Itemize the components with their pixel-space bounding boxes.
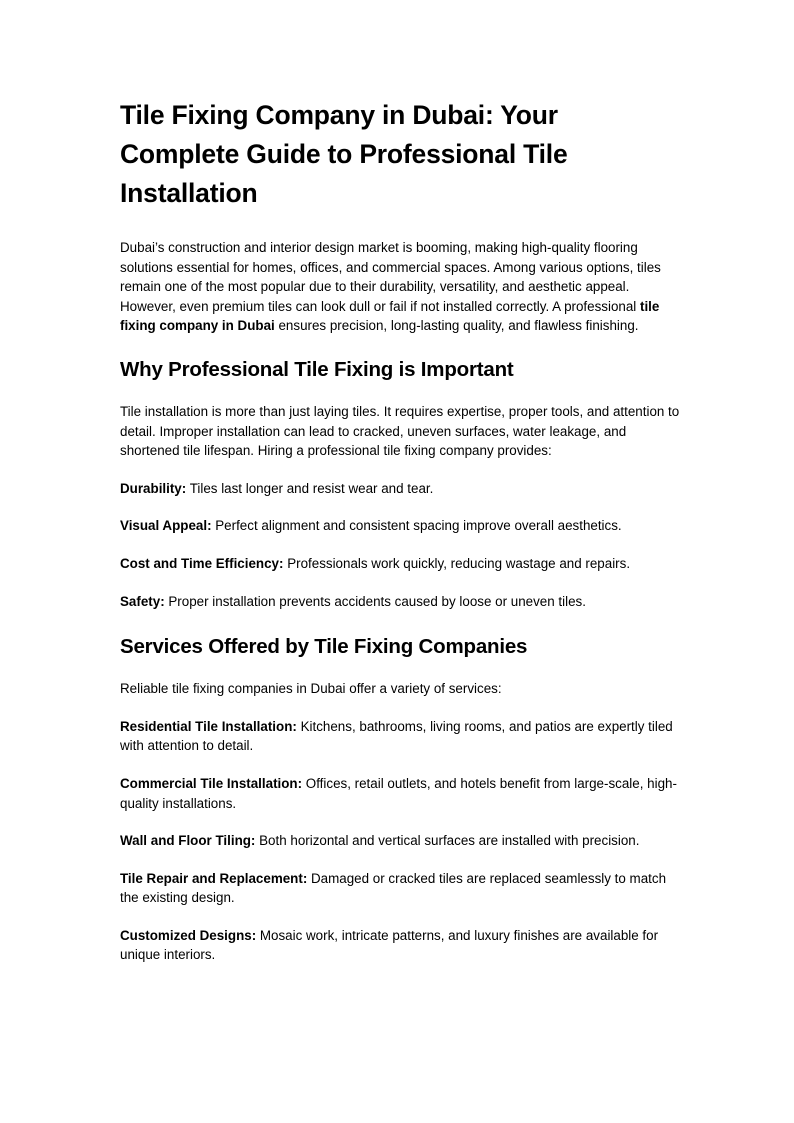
- benefit-item: [120, 592, 680, 612]
- intro-bold-keyword: tile fixing company in Dubai: [120, 298, 660, 334]
- document-page: [120, 96, 680, 983]
- section-heading-services: Services Offered by Tile Fixing Companies: [120, 635, 528, 659]
- service-item: [120, 774, 680, 813]
- benefit-label: Safety:: [120, 593, 165, 609]
- section-heading-why: Why Professional Tile Fixing is Important: [120, 357, 514, 381]
- section-services-lead: Reliable tile fixing companies in Dubai offer a variety of services:: [120, 681, 502, 697]
- benefit-label: Durability:: [120, 480, 187, 496]
- benefit-item: [120, 479, 680, 499]
- service-text: Mosaic work, intricate patterns, and luxury finishes are available for unique interiors.: [120, 927, 659, 963]
- benefit-text: Professionals work quickly, reducing wastage and repairs.: [283, 555, 631, 571]
- benefit-item: [120, 554, 680, 574]
- service-text: Offices, retail outlets, and hotels benefit from large-scale, high-quality installations.: [120, 775, 677, 811]
- benefit-text: Proper installation prevents accidents caused by loose or uneven tiles.: [164, 593, 586, 609]
- service-item: [120, 831, 680, 851]
- service-item: [120, 869, 680, 908]
- section-why-lead: Tile installation is more than just laying tiles. It requires expertise, proper tools, and attention to detail. Improper installation can lead to cracked, uneven surfaces, water leakage, and shortened tile lifespan. Hiring a professional tile fixing company provides:: [120, 403, 680, 459]
- service-label: Wall and Floor Tiling:: [120, 833, 256, 849]
- service-text: Kitchens, bathrooms, living rooms, and patios are expertly tiled with attention to detail.: [120, 718, 673, 754]
- benefit-label: Visual Appeal:: [120, 518, 212, 534]
- service-item: [120, 717, 680, 756]
- benefit-text: Tiles last longer and resist wear and tear.: [186, 480, 434, 496]
- service-label: Residential Tile Installation:: [120, 718, 297, 734]
- page-title: Tile Fixing Company in Dubai: Your Complete Guide to Professional Tile Installation: [120, 100, 568, 208]
- service-label: Tile Repair and Replacement:: [120, 870, 308, 886]
- benefit-item: [120, 516, 680, 536]
- intro-text-end: ensures precision, long-lasting quality, and flawless finishing.: [274, 318, 639, 334]
- service-label: Customized Designs:: [120, 927, 257, 943]
- service-text: Both horizontal and vertical surfaces are installed with precision.: [255, 833, 640, 849]
- service-label: Commercial Tile Installation:: [120, 775, 303, 791]
- intro-paragraph: [120, 238, 680, 336]
- benefit-text: Perfect alignment and consistent spacing improve overall aesthetics.: [211, 518, 622, 534]
- benefit-label: Cost and Time Efficiency:: [120, 555, 284, 571]
- service-text: Damaged or cracked tiles are replaced seamlessly to match the existing design.: [120, 870, 667, 906]
- intro-text: Dubai’s construction and interior design market is booming, making high-quality flooring solutions essential for homes, offices, and commercial spaces. Among various options, tiles remain one of the most popular due to their durability, versatility, and aesthetic appeal. However, even premium tiles can look dull or fail if not installed correctly. A professional: [120, 240, 661, 314]
- service-item: [120, 926, 680, 965]
